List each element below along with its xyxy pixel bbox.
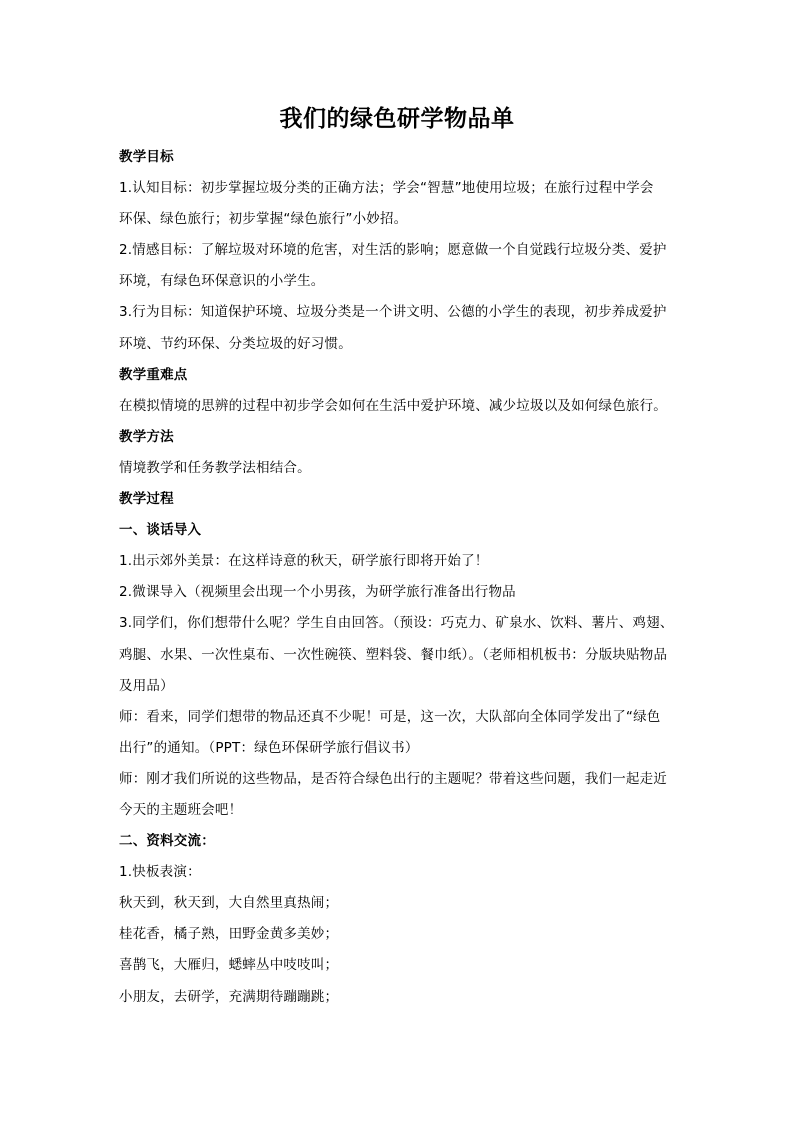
section-heading: 教学方法 [119,428,174,445]
paragraph-line: 1.出示郊外美景：在这样诗意的秋天，研学旅行即将开始了！ [119,553,489,570]
paragraph-line: 3.行为目标：知道保护环境、垃圾分类是一个讲文明、公德的小学生的表现，初步养成爱护 [119,304,667,321]
section-heading: 教学重难点 [119,366,188,383]
paragraph-line: 秋天到，秋天到，大自然里真热闹； [119,895,339,912]
paragraph-line: 环境，有绿色环保意识的小学生。 [119,273,325,290]
section-heading: 教学目标 [119,149,174,165]
paragraph-line: 出行”的通知。（PPT：绿色环保研学旅行倡议书） [119,739,419,756]
paragraph-line: 2.微课导入（视频里会出现一个小男孩，为研学旅行准备出行物品 [119,584,516,601]
section-heading: 二、资料交流： [119,833,215,850]
paragraph-line: 小朋友，去研学，充满期待蹦蹦跳； [119,988,339,1005]
section-heading: 一、谈话导入 [119,522,202,539]
paragraph-line: 及用品） [119,677,174,694]
document-body [119,142,685,1013]
paragraph-line: 喜鹊飞，大雁归，蟋蟀丛中吱吱叫； [119,957,339,974]
paragraph-line: 鸡腿、水果、一次性桌布、一次性碗筷、塑料袋、餐巾纸）。（老师相机板书：分版块贴物品 [119,646,668,663]
paragraph-line: 师：看来，同学们想带的物品还真不少呢！可是，这一次，大队部向全体同学发出了“绿色 [119,708,661,725]
paragraph-line: 桂花香，橘子熟，田野金黄多美妙； [119,926,339,943]
paragraph-line: 环保、绿色旅行；初步掌握“绿色旅行”小妙招。 [119,211,408,228]
document-title: 我们的绿色研学物品单 [279,106,515,132]
paragraph-line: 情境教学和任务教学法相结合。 [119,459,311,476]
paragraph-line: 3.同学们，你们想带什么呢？学生自由回答。（预设：巧克力、矿泉水、饮料、薯片、鸡翅、 [119,615,674,632]
paragraph-line: 今天的主题班会吧！ [119,801,243,818]
paragraph-line: 师：刚才我们所说的这些物品，是否符合绿色出行的主题呢？带着这些问题，我们一起走近 [119,770,667,787]
paragraph-line: 1.快板表演： [119,864,201,881]
section-heading: 教学过程 [119,491,174,508]
paragraph-line: 1.认知目标：初步掌握垃圾分类的正确方法；学会“智慧”地使用垃圾；在旅行过程中学会 [119,180,654,197]
paragraph-line: 2.情感目标：了解垃圾对环境的危害，对生活的影响；愿意做一个自觉践行垃圾分类、爱护 [119,242,667,259]
paragraph-line: 在模拟情境的思辨的过程中初步学会如何在生活中爱护环境、减少垃圾以及如何绿色旅行。 [119,397,667,414]
paragraph-line: 环境、节约环保、分类垃圾的好习惯。 [119,335,352,352]
